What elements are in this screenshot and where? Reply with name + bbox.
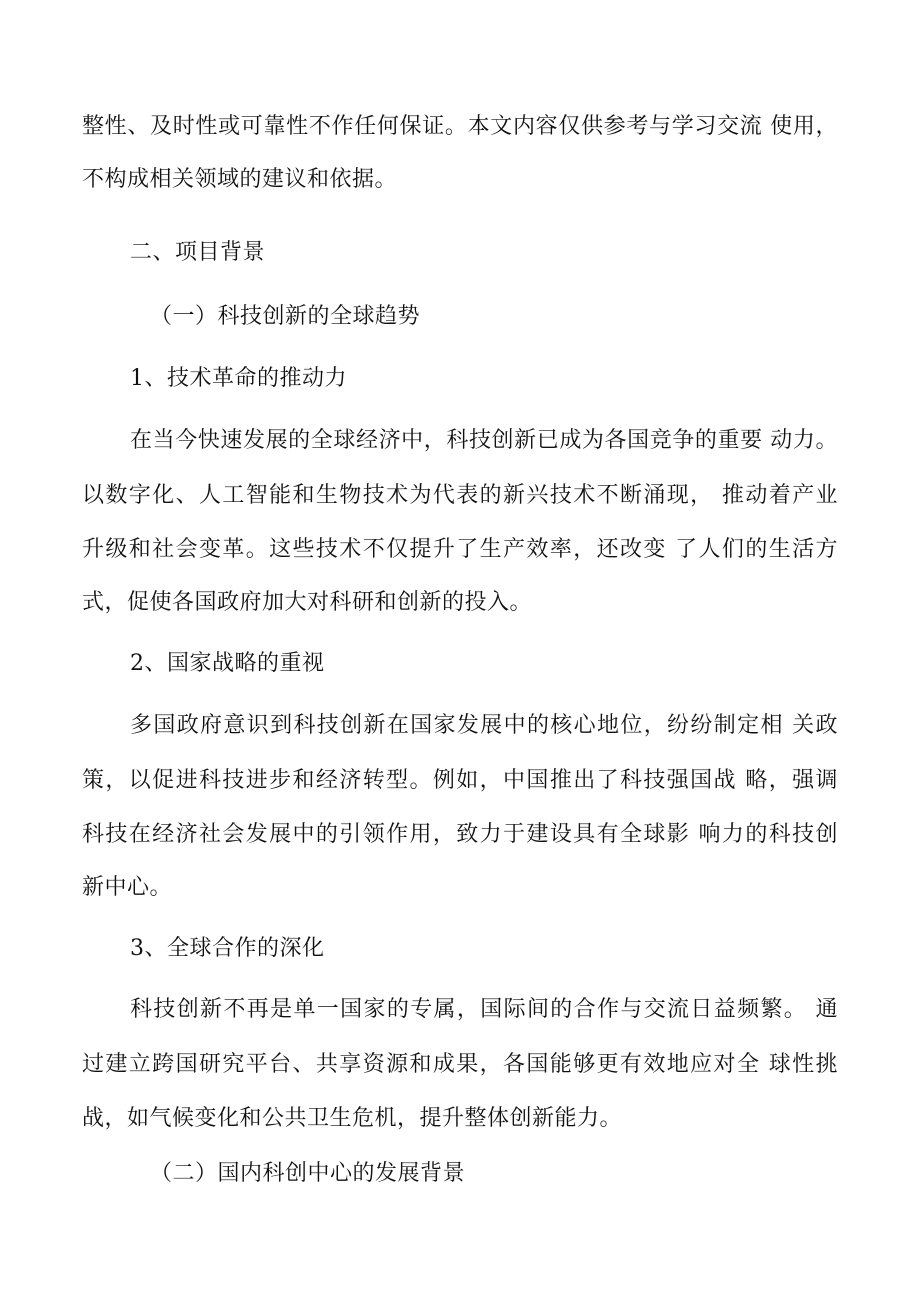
item-1-line-1: 在当今快速发展的全球经济中，科技创新已成为各国竞争的重要 动力。 [130, 428, 838, 453]
item-1-line-2: 以数字化、人工智能和生物技术为代表的新兴技术不断涌现， 推动着产业 [82, 483, 838, 508]
item-2-line-3: 科技在经济社会发展中的引领作用，致力于建设具有全球影 响力的科技创 [82, 822, 838, 847]
item-2-heading: 2、国家战略的重视 [130, 651, 325, 676]
item-2-line-1: 多国政府意识到科技创新在国家发展中的核心地位，纷纷制定相 关政 [130, 713, 838, 738]
intro-line-2: 不构成相关领域的建议和依据。 [82, 167, 398, 192]
item-3-heading: 3、全球合作的深化 [130, 936, 325, 961]
item-3-line-3: 战，如气候变化和公共卫生危机，提升整体创新能力。 [82, 1106, 623, 1131]
item-1-line-4: 式，促使各国政府加大对科研和创新的投入。 [82, 590, 533, 615]
section-title: 二、项目背景 [130, 240, 266, 265]
item-1-line-3: 升级和社会变革。这些技术不仅提升了生产效率，还改变 了人们的生活方 [82, 537, 838, 562]
item-3-line-2: 过建立跨国研究平台、共享资源和成果，各国能够更有效地应对全 球性挑 [82, 1052, 838, 1077]
item-2-line-4: 新中心。 [82, 875, 173, 900]
subsection-title-1: （一）科技创新的全球趋势 [150, 304, 421, 329]
item-3-line-1: 科技创新不再是单一国家的专属，国际间的合作与交流日益频繁。 通 [130, 997, 838, 1022]
item-2-line-2: 策，以促进科技进步和经济转型。例如，中国推出了科技强国战 略，强调 [82, 768, 838, 793]
intro-line-1: 整性、及时性或可靠性不作任何保证。本文内容仅供参考与学习交流 使用， [82, 114, 838, 139]
subsection-title-2: （二）国内科创中心的发展背景 [150, 1161, 466, 1186]
item-1-heading: 1、技术革命的推动力 [130, 366, 347, 391]
